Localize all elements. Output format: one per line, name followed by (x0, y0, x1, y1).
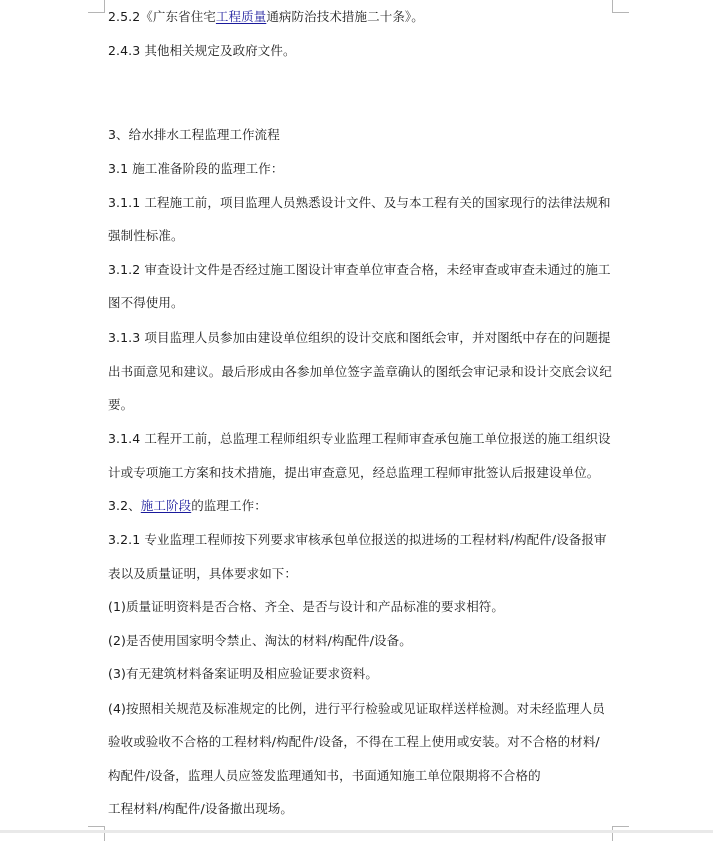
paragraph-3-1-1-line-2: 强制性标准。 (108, 228, 184, 243)
paragraph-3-1-2-line-1: 3.1.2 审查设计文件是否经过施工图设计审查单位审查合格，未经审查或审查未通过的施工 (108, 262, 611, 277)
list-item-3: (3)有无建筑材料备案证明及相应验证要求资料。 (108, 666, 379, 681)
section-heading-3: 3、给水排水工程监理工作流程 (108, 127, 280, 142)
text: 通病防治技术措施二十条》。 (266, 9, 424, 24)
hyperlink-construction-stage[interactable]: 施工阶段 (140, 498, 192, 513)
margin-marker-top-right (612, 0, 629, 13)
list-item-4-line-2: 验收或验收不合格的工程材料/构配件/设备，不得在工程上使用或安装。对不合格的材料/ (108, 734, 600, 749)
hyperlink-engineering-quality[interactable]: 工程质量 (215, 9, 267, 24)
list-item-4-line-4: 工程材料/构配件/设备撤出现场。 (108, 801, 294, 816)
margin-marker-bottom-left (88, 826, 105, 841)
subsection-heading-3-2 (108, 498, 267, 514)
paragraph-3-1-2-line-2: 图不得使用。 (108, 295, 184, 310)
paragraph-3-1-1-line-1: 3.1.1 工程施工前，项目监理人员熟悉设计文件、及与本工程有关的国家现行的法律法规和 (108, 195, 611, 210)
paragraph-3-1-3-line-1: 3.1.3 项目监理人员参加由建设单位组织的设计交底和图纸会审，并对图纸中存在的问题提 (108, 330, 611, 345)
paragraph-3-2-1-line-1: 3.2.1 专业监理工程师按下列要求审核承包单位报送的拟进场的工程材料/构配件/设备报审 (108, 532, 607, 547)
paragraph-2-5-2 (108, 9, 424, 25)
paragraph-2-4-3: 2.4.3 其他相关规定及政府文件。 (108, 43, 296, 58)
margin-marker-top-left (88, 0, 105, 13)
list-item-4-line-3: 构配件/设备，监理人员应签发监理通知书，书面通知施工单位限期将不合格的 (108, 768, 541, 783)
paragraph-3-1-3-line-2: 出书面意见和建议。最后形成由各参加单位签字盖章确认的图纸会审记录和设计交底会议纪 (108, 364, 613, 379)
text: 2.5.2《广东省住宅 (108, 9, 216, 24)
paragraph-3-1-4-line-2: 计或专项施工方案和技术措施，提出审查意见，经总监理工程师审批签认后报建设单位。 (108, 465, 600, 480)
subsection-heading-3-1: 3.1 施工准备阶段的监理工作： (108, 161, 284, 176)
paragraph-3-2-1-line-2: 表以及质量证明，具体要求如下： (108, 566, 298, 581)
list-item-2: (2)是否使用国家明令禁止、淘汰的材料/构配件/设备。 (108, 633, 412, 648)
margin-marker-bottom-right (612, 826, 629, 841)
list-item-4-line-1: (4)按照相关规范及标准规定的比例，进行平行检验或见证取样送样检测。对未经监理人员 (108, 701, 605, 716)
text: 的监理工作： (191, 498, 267, 513)
paragraph-3-1-3-line-3: 要。 (108, 397, 134, 412)
text: 3.2、 (108, 498, 141, 513)
list-item-1: (1)质量证明资料是否合格、齐全、是否与设计和产品标准的要求相符。 (108, 599, 505, 614)
paragraph-3-1-4-line-1: 3.1.4 工程开工前，总监理工程师组织专业监理工程师审查承包施工单位报送的施工组织设 (108, 431, 611, 446)
